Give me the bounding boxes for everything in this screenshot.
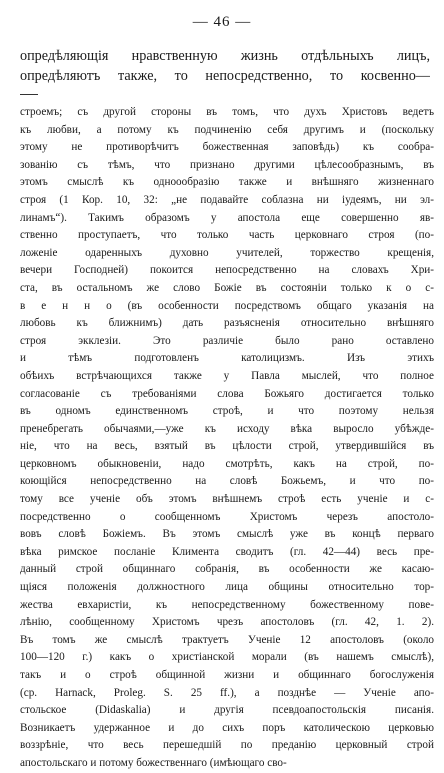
footnote-line: (ср. Harnack, Proleg. S. 25 ff.), а позднѣе — Ученіе апо- [20,686,434,699]
footnote-line: и тѣмъ подготовленъ католицизмъ. Изъ этихъ [20,352,434,365]
footnote-line: вовъ словѣ Божіемъ. Въ этомъ смыслѣ уже въ концѣ перваго [20,528,434,541]
footnote-line: стольское (Didaskalia) и другія псевдоапостольскія писанія. [20,704,434,717]
footnote-line: 100—120 г.) какъ о христіанской морали (въ нашемъ смыслѣ), [20,651,434,664]
footnote-line: строя (1 Кор. 10, 32: „не подавайте соблазна ни іудеямъ, ни эл- [20,193,434,206]
page-number: — 46 — [192,14,252,30]
footnote-line: строя экклезіи. Это различіе было рано оставлено [20,334,434,347]
footnote-line: зованію съ тѣмъ, что признано другими цѣлесообразнымъ, въ [20,158,434,171]
footnote-line: этомъ смыслѣ къ одноообразію также и внѣшняго жизненнаго [20,176,434,189]
footnote-line: данный строй общиннаго собранія, въ особенности же касаю- [20,563,434,576]
footnote-line: жества евхаристіи, къ непосредственному божественному пове- [20,598,434,611]
footnote-line: ственно проступаетъ, что только часть церковнаго строя (по- [20,229,434,242]
footnote-line: тому все ученіе объ этомъ внѣшнемъ строѣ есть ученіе и с- [20,493,434,506]
main-text-line: опредѣляютъ также, то непосредственно, то косвенно— [20,68,430,84]
footnote-line: строемъ; съ другой стороны въ томъ, что духъ Христовъ ведетъ [20,106,434,118]
footnote-line: Возникаетъ удержанное и до сихъ поръ католическою церковью [20,721,434,734]
footnote-line: воззрѣніе, что весь перешедшій по преданію церковный строй [20,739,434,752]
footnote-line: пренебрегать обычаями,—уже къ исходу вѣка выросло убѣжде- [20,422,434,435]
footnote-line: Въ томъ же смыслѣ трактуетъ Ученіе 12 апостоловъ (около [20,633,434,646]
footnote-line: коющійся непосредственно на словѣ Божьемъ, и что по- [20,475,434,488]
footnote-separator [20,94,38,95]
footnote-line: посредственно о сообщенномъ Христомъ черезъ апостоло- [20,510,434,523]
footnote-line: щіяся положенія должностного лица общины относительно тор- [20,581,434,594]
footnote-line: къ любви, а потому къ подчиненію себя другимъ и (поскольку [20,123,434,136]
footnote-line: ніе, что на весь, взятый въ цѣлости строй, утвердившійся въ [20,440,434,453]
main-text-line: опредѣляющія нравственную жизнь отдѣльныхъ лицъ, [20,48,430,64]
footnote-line: апостольскаго и потому божественнаго (имѣющаго сво- [20,756,287,769]
footnote-line: церковномъ обыкновеніи, надо смотрѣть, какъ на строй, по- [20,457,434,470]
footnote-line: обѣихъ встрѣчающихся также у Павла мыслей, что полное [20,369,434,382]
footnote-line: ложеніе одаренныхъ духовно учителей, торжество крещенія, [20,246,434,259]
footnote-line: такъ и о строѣ общинной жизни и общиннаго богослуженія [20,669,434,681]
footnote-line: линамъ“). Такимъ образомъ у апостола еще совершенно яв- [20,211,434,224]
footnote-line: ста, въ остальномъ же слово Божіе въ состояніи только к о с- [20,281,434,294]
footnote-line: вечери Господней) покоится непосредственно на словахъ Хри- [20,264,434,277]
footnote-line: любовь къ ближнимъ) дать разъясненія относительно внѣшняго [20,317,434,330]
footnote-line: согласованіе съ требованіями слова Божьяго достигается только [20,387,434,400]
footnote-line: лѣнію, сообщенному Христомъ чрезъ апостоловъ (гл. 42, 1. 2). [20,616,434,629]
footnote-line: в е н н о (въ особенности посредствомъ общаго указанія на [20,299,434,312]
main-body-text [20,46,430,86]
footnote-line: вѣка римское посланіе Климента сводитъ (гл. 42—44) весь пре- [20,545,434,558]
footnote-line: этому не противорѣчитъ божественная заповѣдь) къ сообра- [20,141,434,154]
footnote-text [20,104,434,773]
footnote-line: въ одномъ единственномъ строѣ, и что поэтому нельзя [20,405,434,418]
